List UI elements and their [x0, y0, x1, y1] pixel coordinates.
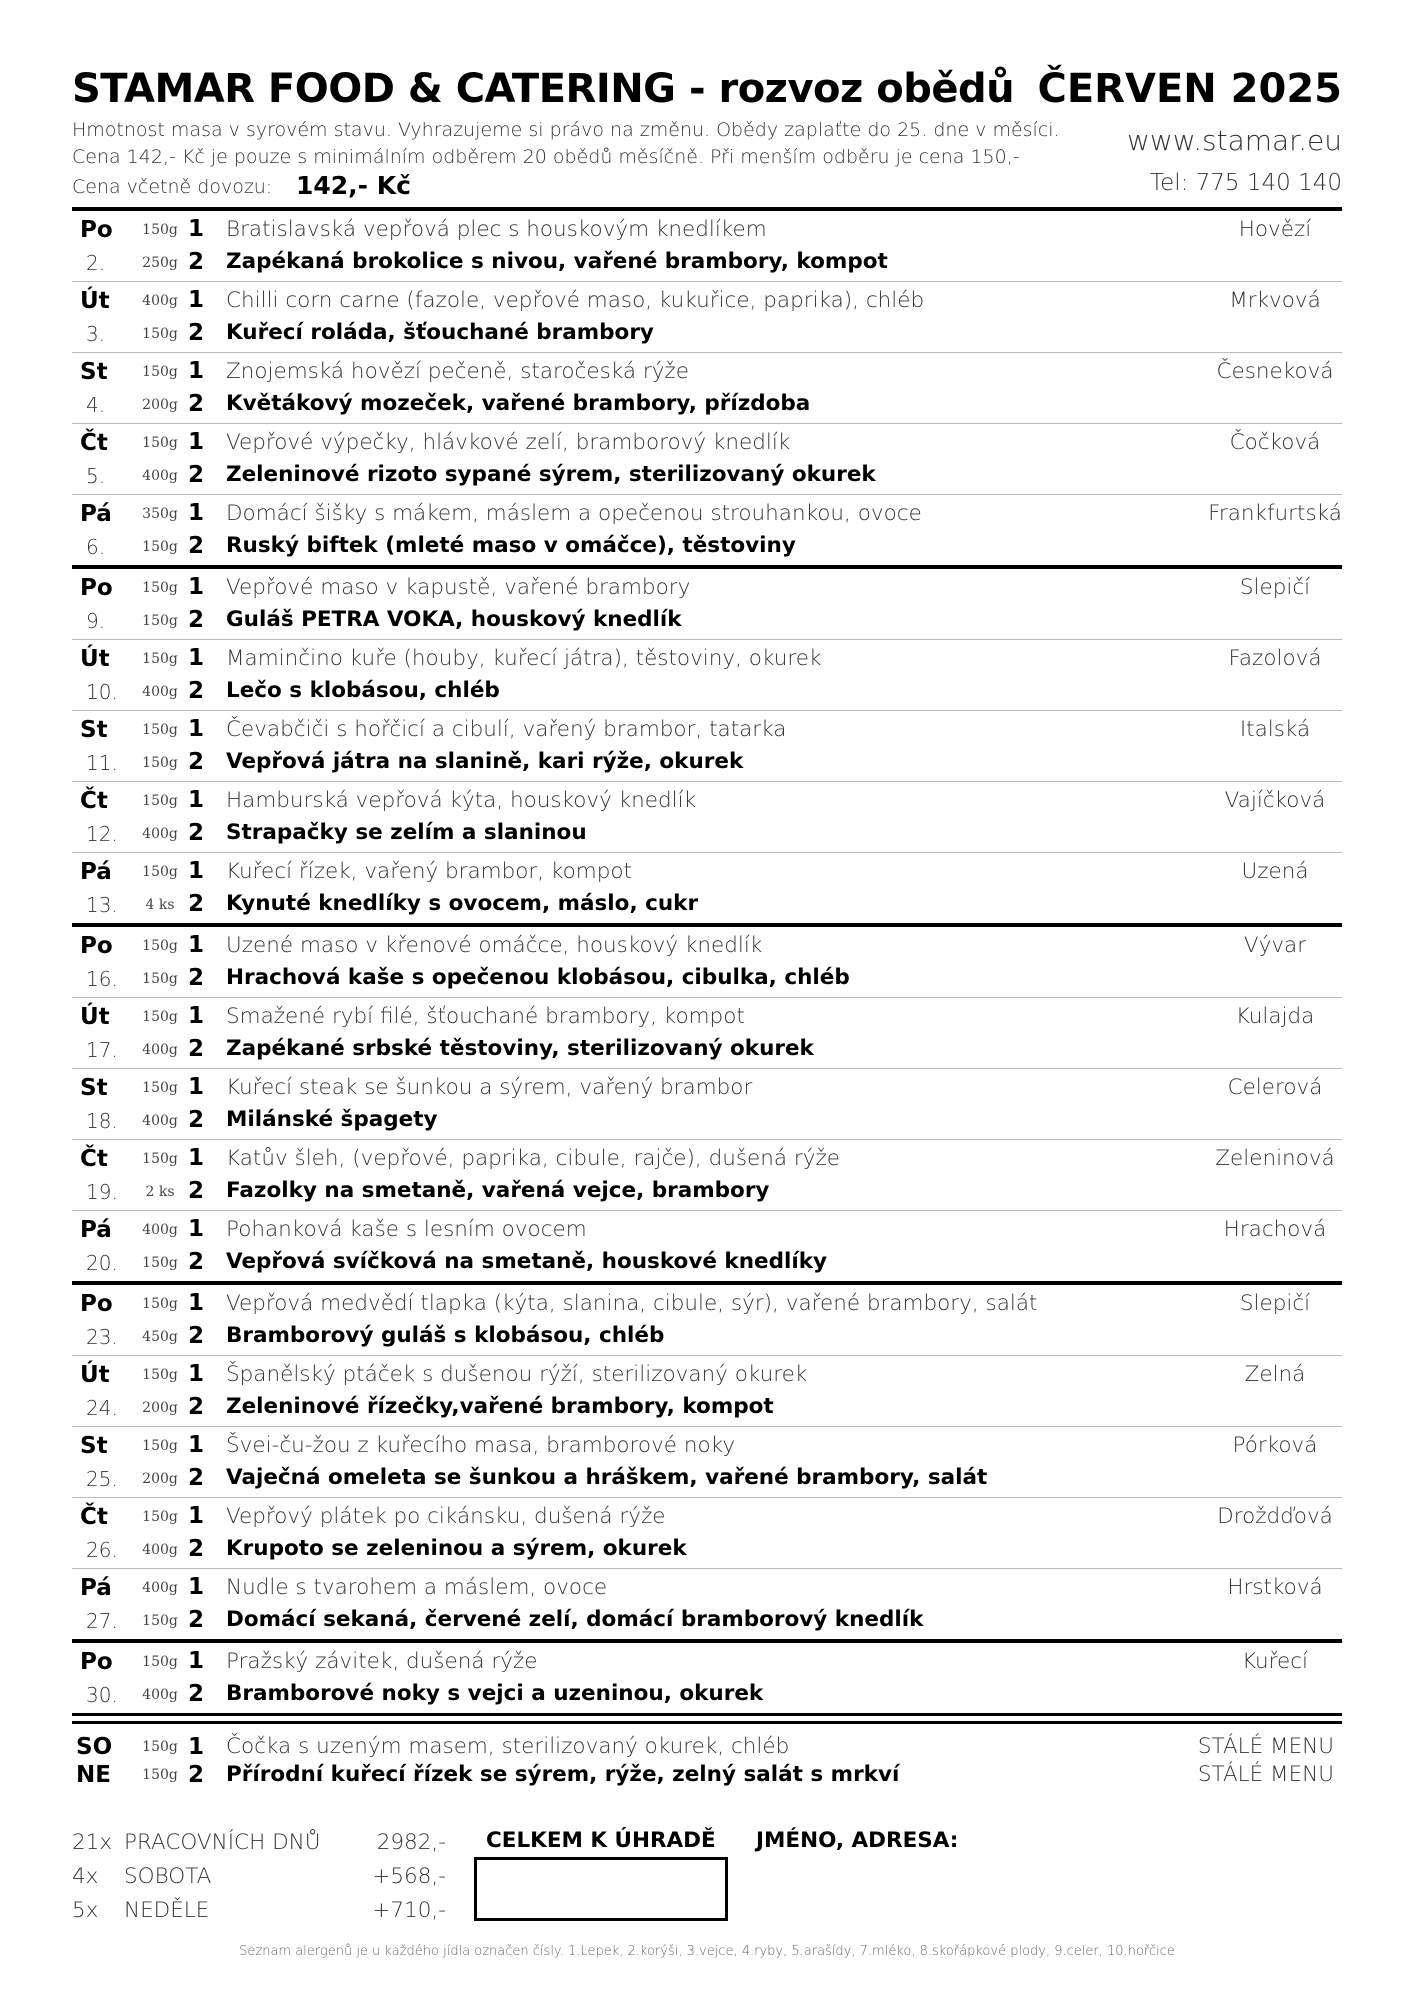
meal1-text: Nudle s tvarohem a máslem, ovoce [226, 1575, 608, 1600]
soup-name: Fazolová [1228, 646, 1322, 671]
price-note: Cena 142,- Kč je pouze s minimálním odběrem 20 obědů měsíčně. Při menším odběru je cena 150,- [72, 146, 1020, 168]
day-name: Pá [80, 1217, 112, 1243]
meal2-weight: 400g [142, 468, 178, 484]
day-date: 24. [86, 1396, 118, 1420]
month-title: ČERVEN 2025 [1037, 66, 1342, 112]
meal2-weight: 150g [142, 1255, 178, 1271]
day-name: Út [80, 1004, 110, 1030]
meal2-text: Lečo s klobásou, chléb [226, 678, 500, 703]
meal-number-2: 2 [188, 1536, 205, 1562]
soup-name: Vajíčková [1224, 788, 1326, 813]
day-row [72, 211, 1342, 282]
meal1-text: Španělský ptáček s dušenou rýží, sterilizovaný okurek [226, 1362, 808, 1387]
meal1-text: Vepřové výpečky, hlávkové zelí, bramborový knedlík [226, 430, 791, 455]
meal1-weight: 150g [142, 722, 178, 738]
meal-number-1: 1 [188, 1074, 205, 1100]
soup-name: Vývar [1243, 933, 1307, 958]
meal1-text: Vepřová medvědí tlapka (kýta, slanina, cibule, sýr), vařené brambory, salát [226, 1291, 1038, 1316]
menu-table [72, 207, 1342, 1713]
meal2-text: Květákový mozeček, vařené brambory, přízdoba [226, 391, 811, 416]
day-date: 23. [86, 1325, 118, 1349]
meal-number-1: 1 [188, 1574, 205, 1600]
meal-number: 1 [188, 1734, 205, 1760]
weekend-weight: 150g [142, 1767, 178, 1783]
meal1-text: Kuřecí řízek, vařený brambor, kompot [226, 859, 632, 884]
meal2-weight: 450g [142, 1329, 178, 1345]
divider [72, 1713, 1342, 1724]
soup-name: Čočková [1229, 430, 1321, 455]
meal-number: 2 [188, 1762, 205, 1788]
meal1-text: Uzené maso v křenové omáčce, houskový knedlík [226, 933, 763, 958]
day-row [72, 640, 1342, 711]
weekend-menu-label: STÁLÉ MENU [1197, 1734, 1334, 1759]
soup-name: Frankfurtská [1208, 501, 1342, 526]
day-row [72, 1643, 1342, 1713]
meal2-weight: 400g [142, 1687, 178, 1703]
meal1-weight: 150g [142, 1009, 178, 1025]
soup-name: Zelná [1244, 1362, 1306, 1387]
meal1-text: Vepřové maso v kapustě, vařené brambory [226, 575, 691, 600]
day-row [72, 569, 1342, 640]
day-name: Po [80, 1291, 113, 1317]
summary-amount: +568,- [372, 1864, 446, 1889]
weekend-menu-label: STÁLÉ MENU [1197, 1762, 1334, 1787]
meal-number-1: 1 [188, 1503, 205, 1529]
meal1-text: Bratislavská vepřová plec s houskovým knedlíkem [226, 217, 767, 242]
day-name: Pá [80, 859, 112, 885]
day-name: Po [80, 1649, 113, 1675]
weekend-row-sunday [72, 1762, 1342, 1790]
day-name: St [80, 1433, 108, 1459]
meal-number-2: 2 [188, 1036, 205, 1062]
meal-number-2: 2 [188, 607, 205, 633]
meal2-weight: 150g [142, 539, 178, 555]
meal2-weight: 2 ks [145, 1184, 175, 1200]
meal-number-2: 2 [188, 533, 205, 559]
day-date: 17. [86, 1038, 118, 1062]
day-row [72, 1211, 1342, 1281]
day-name: Út [80, 1362, 110, 1388]
meal2-text: Zeleninové rizoto sypané sýrem, sterilizovaný okurek [226, 462, 876, 487]
meal1-text: Maminčino kuře (houby, kuřecí játra), těstoviny, okurek [226, 646, 822, 671]
day-date: 6. [86, 535, 106, 559]
day-date: 30. [86, 1683, 118, 1707]
day-row [72, 1356, 1342, 1427]
meal1-weight: 150g [142, 580, 178, 596]
meal-number-2: 2 [188, 678, 205, 704]
soup-name: Uzená [1241, 859, 1309, 884]
day-row [72, 424, 1342, 495]
meal1-weight: 150g [142, 1654, 178, 1670]
meal2-weight: 150g [142, 755, 178, 771]
meal-number-1: 1 [188, 716, 205, 742]
day-date: 19. [86, 1180, 118, 1204]
meal2-weight: 200g [142, 397, 178, 413]
meal2-text: Zapékaná brokolice s nivou, vařené brambory, kompot [226, 249, 888, 274]
day-date: 11. [86, 751, 118, 775]
day-name: Út [80, 288, 110, 314]
meal1-text: Čevabčiči s hořčicí a cibulí, vařený brambor, tatarka [226, 717, 787, 742]
day-name: Út [80, 646, 110, 672]
soup-name: Italská [1239, 717, 1311, 742]
meal2-text: Bramborové noky s vejci a uzeninou, okurek [226, 1681, 764, 1706]
meal1-text: Švei-ču-žou z kuřecího masa, bramborové noky [226, 1433, 736, 1458]
meal2-text: Vaječná omeleta se šunkou a hráškem, vařené brambory, salát [226, 1465, 988, 1490]
week-block [72, 1281, 1342, 1639]
meal-number-2: 2 [188, 249, 205, 275]
meal-number-1: 1 [188, 500, 205, 526]
website: www.stamar.eu [1126, 124, 1342, 157]
meal1-text: Znojemská hovězí pečeně, staročeská rýže [226, 359, 689, 384]
meal-number-2: 2 [188, 965, 205, 991]
summary-label: NEDĚLE [124, 1898, 210, 1923]
price-label: Cena včetně dovozu: [72, 176, 273, 198]
day-name: Po [80, 575, 113, 601]
meal1-text: Chilli corn carne (fazole, vepřové maso, kukuřice, paprika), chléb [226, 288, 925, 313]
total-label: CELKEM K ÚHRADĚ [486, 1828, 716, 1853]
meal1-text: Kuřecí steak se šunkou a sýrem, vařený brambor [226, 1075, 753, 1100]
meal-number-1: 1 [188, 1432, 205, 1458]
day-name: Čt [80, 1504, 108, 1530]
meal2-weight: 400g [142, 684, 178, 700]
day-date: 5. [86, 464, 106, 488]
day-row [72, 1498, 1342, 1569]
weekend-meal: Přírodní kuřecí řízek se sýrem, rýže, zelný salát s mrkví [226, 1762, 900, 1787]
meal-number-2: 2 [188, 391, 205, 417]
meal2-text: Vepřová játra na slanině, kari rýže, okurek [226, 749, 744, 774]
meal2-text: Zeleninové řízečky,vařené brambory, kompot [226, 1394, 774, 1419]
day-row [72, 853, 1342, 923]
meal2-weight: 4 ks [145, 897, 175, 913]
meal-number-1: 1 [188, 358, 205, 384]
day-date: 20. [86, 1251, 118, 1275]
meal2-weight: 150g [142, 1613, 178, 1629]
day-date: 13. [86, 893, 118, 917]
meal1-weight: 400g [142, 293, 178, 309]
summary-count: 4x [72, 1864, 99, 1889]
meal2-weight: 150g [142, 613, 178, 629]
weekend-meal: Čočka s uzeným masem, sterilizovaný okurek, chléb [226, 1734, 790, 1759]
meal2-text: Vepřová svíčková na smetaně, houskové knedlíky [226, 1249, 828, 1274]
meal2-weight: 150g [142, 971, 178, 987]
meal2-weight: 400g [142, 1042, 178, 1058]
day-date: 27. [86, 1609, 118, 1633]
meal1-weight: 150g [142, 1438, 178, 1454]
soup-name: Kulajda [1235, 1004, 1315, 1029]
day-name: Čt [80, 430, 108, 456]
day-row [72, 1285, 1342, 1356]
day-date: 18. [86, 1109, 118, 1133]
weekend-day: SO [76, 1734, 113, 1760]
meal2-text: Hrachová kaše s opečenou klobásou, cibulka, chléb [226, 965, 850, 990]
soup-name: Hrstková [1227, 1575, 1323, 1600]
meal1-weight: 400g [142, 1222, 178, 1238]
meal1-text: Domácí šišky s mákem, máslem a opečenou strouhankou, ovoce [226, 501, 922, 526]
meal2-weight: 200g [142, 1471, 178, 1487]
day-row [72, 495, 1342, 565]
meal1-weight: 150g [142, 1151, 178, 1167]
meal-number-2: 2 [188, 1178, 205, 1204]
phone: Tel: 775 140 140 [1149, 170, 1342, 196]
soup-name: Slepičí [1239, 575, 1311, 600]
day-date: 10. [86, 680, 118, 704]
week-block [72, 565, 1342, 923]
meal1-weight: 150g [142, 364, 178, 380]
meal-number-2: 2 [188, 1681, 205, 1707]
meal1-weight: 150g [142, 938, 178, 954]
meal2-weight: 150g [142, 326, 178, 342]
name-address-label: JMÉNO, ADRESA: [756, 1828, 959, 1853]
meal-number-2: 2 [188, 1394, 205, 1420]
day-row [72, 927, 1342, 998]
week-block [72, 207, 1342, 565]
meal-number-2: 2 [188, 1465, 205, 1491]
meal2-text: Zapékané srbské těstoviny, sterilizovaný okurek [226, 1036, 814, 1061]
day-name: Čt [80, 788, 108, 814]
page-title: STAMAR FOOD & CATERING - rozvoz obědů [72, 66, 1015, 112]
meal1-text: Pohanková kaše s lesním ovocem [226, 1217, 587, 1242]
meal-number-1: 1 [188, 1361, 205, 1387]
meal1-weight: 150g [142, 435, 178, 451]
meal2-text: Bramborový guláš s klobásou, chléb [226, 1323, 665, 1348]
meal-number-1: 1 [188, 1216, 205, 1242]
price-value: 142,- Kč [296, 171, 411, 200]
soup-name: Celerová [1227, 1075, 1323, 1100]
day-date: 26. [86, 1538, 118, 1562]
soup-name: Kuřecí [1241, 1649, 1309, 1674]
meal-number-1: 1 [188, 932, 205, 958]
meal-number-1: 1 [188, 429, 205, 455]
meal2-text: Milánské špagety [226, 1107, 438, 1132]
day-name: St [80, 1075, 108, 1101]
day-name: Pá [80, 1575, 112, 1601]
meal-number-2: 2 [188, 749, 205, 775]
meal-number-1: 1 [188, 1145, 205, 1171]
meal1-text: Hamburská vepřová kýta, houskový knedlík [226, 788, 697, 813]
meal1-weight: 150g [142, 651, 178, 667]
summary-label: SOBOTA [124, 1864, 212, 1889]
soup-name: Mrkvová [1229, 288, 1321, 313]
meal1-weight: 400g [142, 1580, 178, 1596]
meal1-weight: 150g [142, 1296, 178, 1312]
meal-number-2: 2 [188, 1607, 205, 1633]
summary-amount: +710,- [372, 1898, 446, 1923]
day-name: Po [80, 933, 113, 959]
soup-name: Droždďová [1217, 1504, 1333, 1529]
meal1-text: Pražský závitek, dušená rýže [226, 1649, 538, 1674]
day-date: 25. [86, 1467, 118, 1491]
meal-number-2: 2 [188, 320, 205, 346]
meal-number-2: 2 [188, 1323, 205, 1349]
meal-number-2: 2 [188, 1107, 205, 1133]
day-date: 9. [86, 609, 106, 633]
day-date: 2. [86, 251, 106, 275]
meal-number-1: 1 [188, 645, 205, 671]
day-row [72, 1140, 1342, 1211]
day-row [72, 282, 1342, 353]
weight-note: Hmotnost masa v syrovém stavu. Vyhrazujeme si právo na změnu. Obědy zaplaťte do 25. dne v měsíci. [72, 119, 1060, 141]
meal2-weight: 400g [142, 1113, 178, 1129]
summary-label: PRACOVNÍCH DNŮ [124, 1830, 321, 1855]
meal2-text: Kuřecí roláda, šťouchané brambory [226, 320, 654, 345]
soup-name: Hovězí [1238, 217, 1312, 242]
meal-number-1: 1 [188, 574, 205, 600]
allergen-note: Seznam alergenů je u každého jídla označen čísly. 1.Lepek, 2.korýši, 3.vejce, 4.ryby, 5.arašídy, 7.mléko, 8.skořápkové plody, 9.celer, 10.hořčice [239, 1944, 1175, 1959]
meal1-weight: 150g [142, 864, 178, 880]
meal1-text: Katův šleh, (vepřové, paprika, cibule, rajče), dušená rýže [226, 1146, 840, 1171]
summary-count: 5x [72, 1898, 99, 1923]
day-row [72, 711, 1342, 782]
meal1-weight: 150g [142, 222, 178, 238]
meal-number-1: 1 [188, 216, 205, 242]
week-block [72, 1639, 1342, 1713]
weekend-day: NE [76, 1762, 111, 1788]
meal-number-2: 2 [188, 462, 205, 488]
meal2-text: Strapačky se zelím a slaninou [226, 820, 587, 845]
meal1-weight: 150g [142, 1080, 178, 1096]
meal2-weight: 200g [142, 1400, 178, 1416]
meal2-text: Fazolky na smetaně, vařená vejce, brambory [226, 1178, 770, 1203]
meal1-weight: 150g [142, 793, 178, 809]
day-name: St [80, 717, 108, 743]
meal2-text: Domácí sekaná, červené zelí, domácí bramborový knedlík [226, 1607, 924, 1632]
meal2-text: Krupoto se zeleninou a sýrem, okurek [226, 1536, 687, 1561]
day-row [72, 998, 1342, 1069]
summary-amount: 2982,- [376, 1830, 446, 1855]
meal2-weight: 250g [142, 255, 178, 271]
meal2-weight: 400g [142, 1542, 178, 1558]
meal2-text: Ruský biftek (mleté maso v omáčce), těstoviny [226, 533, 796, 558]
day-date: 12. [86, 822, 118, 846]
soup-name: Slepičí [1239, 1291, 1311, 1316]
summary-count: 21x [72, 1830, 113, 1855]
meal-number-1: 1 [188, 1003, 205, 1029]
meal1-text: Vepřový plátek po cikánsku, dušená rýže [226, 1504, 666, 1529]
day-row [72, 1427, 1342, 1498]
soup-name: Zeleninová [1215, 1146, 1335, 1171]
total-input-box[interactable] [474, 1857, 728, 1921]
meal1-weight: 350g [142, 506, 178, 522]
meal1-weight: 150g [142, 1509, 178, 1525]
meal-number-1: 1 [188, 1648, 205, 1674]
day-name: St [80, 359, 108, 385]
day-row [72, 782, 1342, 853]
day-date: 4. [86, 393, 106, 417]
meal2-weight: 400g [142, 826, 178, 842]
meal-number-2: 2 [188, 891, 205, 917]
meal2-text: Kynuté knedlíky s ovocem, máslo, cukr [226, 891, 699, 916]
day-date: 3. [86, 322, 106, 346]
meal-number-1: 1 [188, 1290, 205, 1316]
meal-number-2: 2 [188, 820, 205, 846]
weekend-row-saturday [72, 1734, 1342, 1762]
day-row [72, 1069, 1342, 1140]
day-row [72, 1569, 1342, 1639]
meal-number-1: 1 [188, 787, 205, 813]
soup-name: Pórková [1232, 1433, 1318, 1458]
meal-number-1: 1 [188, 858, 205, 884]
soup-name: Česneková [1216, 359, 1334, 384]
week-block [72, 923, 1342, 1281]
day-date: 16. [86, 967, 118, 991]
meal1-text: Smažené rybí filé, šťouchané brambory, kompot [226, 1004, 745, 1029]
weekend-menu [72, 1734, 1342, 1794]
soup-name: Hrachová [1223, 1217, 1327, 1242]
meal-number-2: 2 [188, 1249, 205, 1275]
day-row [72, 353, 1342, 424]
weekend-weight: 150g [142, 1739, 178, 1755]
meal1-weight: 150g [142, 1367, 178, 1383]
meal2-text: Guláš PETRA VOKA, houskový knedlík [226, 607, 682, 632]
day-name: Čt [80, 1146, 108, 1172]
day-name: Po [80, 217, 113, 243]
day-name: Pá [80, 501, 112, 527]
meal-number-1: 1 [188, 287, 205, 313]
